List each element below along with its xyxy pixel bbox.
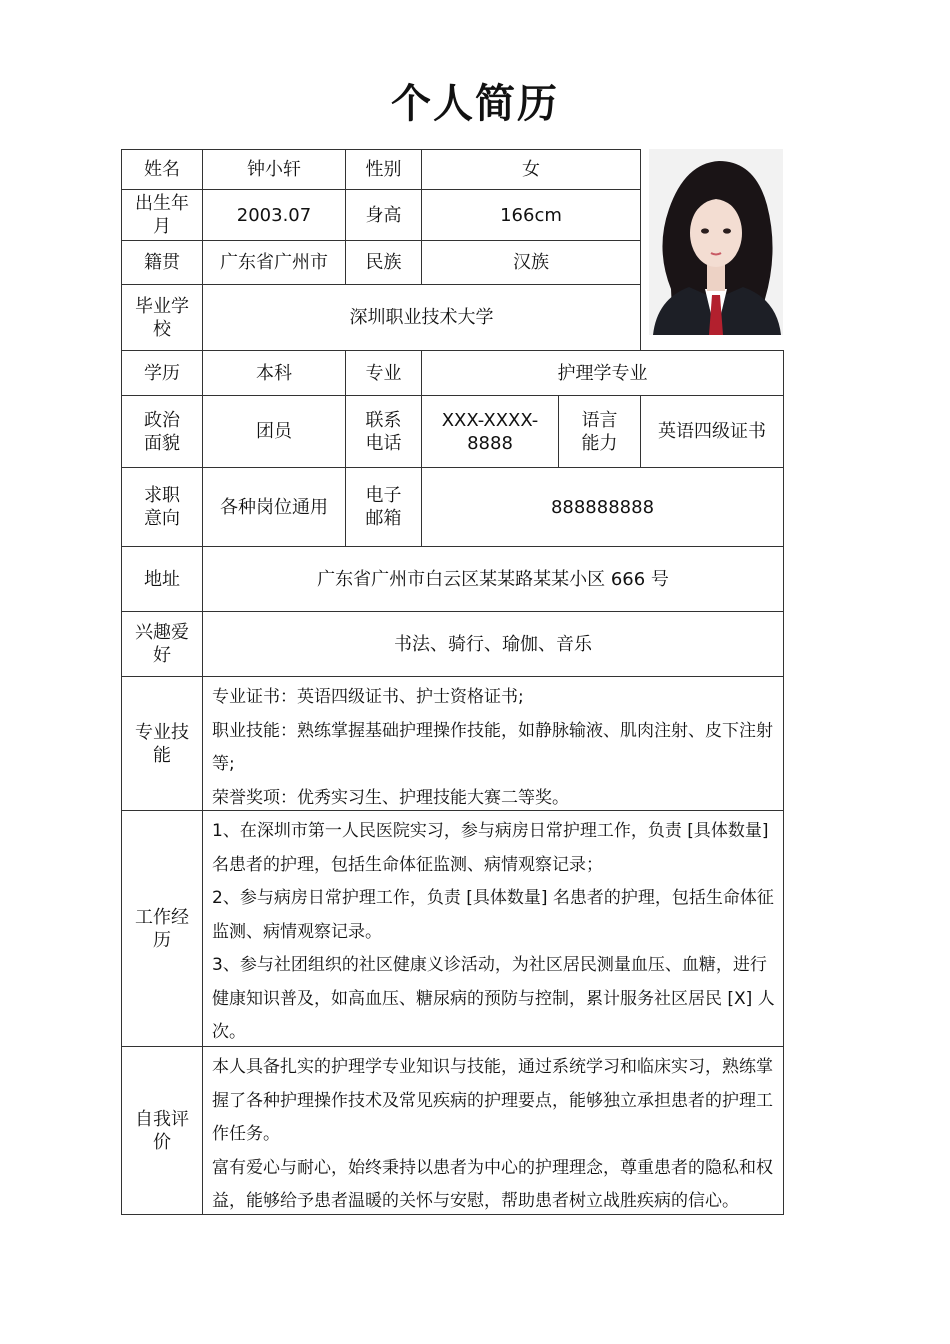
ethnic-label: 民族	[345, 240, 422, 285]
language-value: 英语四级证书	[640, 395, 784, 468]
work-content	[202, 810, 784, 1047]
work-line: 2、参与病房日常护理工作，负责 [具体数量] 名患者的护理，包括生命体征监测、病情观察记录。	[212, 888, 774, 942]
email-value: 888888888	[421, 467, 784, 547]
self-eval-line: 富有爱心与耐心，始终秉持以患者为中心的护理理念，尊重患者的隐私和权益，能够给予患者温暖的关怀与安慰，帮助患者树立战胜疾病的信心。	[212, 1157, 773, 1211]
skills-line: 职业技能：熟练掌握基础护理操作技能，如静脉输液、肌肉注射、皮下注射等;	[212, 720, 773, 774]
self-eval-line: 本人具备扎实的护理学专业知识与技能，通过系统学习和临床实习，熟练掌握了各种护理操作技术及常见疾病的护理要点，能够独立承担患者的护理工作任务。	[212, 1057, 773, 1144]
major-value: 护理学专业	[421, 350, 784, 396]
page-title: 个人简历	[391, 81, 559, 127]
work-label: 工作经历	[121, 810, 203, 1047]
birth-label: 出生年月	[121, 189, 203, 241]
address-value: 广东省广州市白云区某某路某某小区 666 号	[202, 546, 784, 612]
name-value: 钟小轩	[202, 149, 346, 190]
native-label: 籍贯	[121, 240, 203, 285]
language-label: 语言能力	[558, 395, 641, 468]
phone-value: XXX-XXXX-8888	[421, 395, 559, 468]
email-label: 电子邮箱	[345, 467, 422, 547]
school-value: 深圳职业技术大学	[202, 284, 641, 351]
profile-photo	[649, 149, 783, 335]
education-value: 本科	[202, 350, 346, 396]
skills-content	[202, 676, 784, 811]
hobby-value: 书法、骑行、瑜伽、音乐	[202, 611, 784, 677]
name-label: 姓名	[121, 149, 203, 190]
native-value: 广东省广州市	[202, 240, 346, 285]
height-label: 身高	[345, 189, 422, 241]
self-eval-content	[202, 1046, 784, 1215]
skills-line: 专业证书：英语四级证书、护士资格证书;	[212, 687, 524, 707]
work-line: 3、参与社团组织的社区健康义诊活动，为社区居民测量血压、血糖，进行健康知识普及，如高血压、糖尿病的预防与控制，累计服务社区居民 [X] 人次。	[212, 955, 775, 1042]
gender-label: 性别	[345, 149, 422, 190]
school-label: 毕业学校	[121, 284, 203, 351]
political-value: 团员	[202, 395, 346, 468]
self-eval-label: 自我评价	[121, 1046, 203, 1215]
portrait-image	[649, 149, 783, 335]
height-value: 166cm	[421, 189, 641, 241]
political-label: 政治面貌	[121, 395, 203, 468]
skills-line: 荣誉奖项：优秀实习生、护理技能大赛二等奖。	[212, 787, 569, 808]
education-label: 学历	[121, 350, 203, 396]
major-label: 专业	[345, 350, 422, 396]
job-label: 求职意向	[121, 467, 203, 547]
hobby-label: 兴趣爱好	[121, 611, 203, 677]
birth-value: 2003.07	[202, 189, 346, 241]
work-line: 1、在深圳市第一人民医院实习，参与病房日常护理工作，负责 [具体数量] 名患者的护理，包括生命体征监测、病情观察记录；	[212, 821, 769, 875]
ethnic-value: 汉族	[421, 240, 641, 285]
skills-label: 专业技能	[121, 676, 203, 811]
gender-value: 女	[421, 149, 641, 190]
job-value: 各种岗位通用	[202, 467, 346, 547]
phone-label: 联系电话	[345, 395, 422, 468]
address-label: 地址	[121, 546, 203, 612]
